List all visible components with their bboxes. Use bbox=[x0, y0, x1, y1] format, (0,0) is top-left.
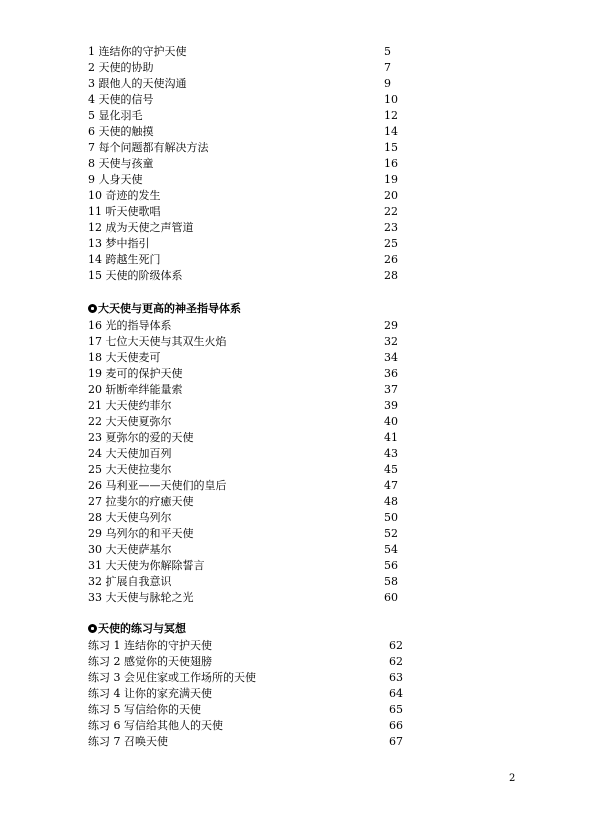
toc-entry-page: 52 bbox=[384, 527, 398, 540]
toc-entry-page: 43 bbox=[384, 447, 398, 460]
toc-entry-title: 27 拉斐尔的疗癒天使 bbox=[88, 495, 194, 508]
toc-entry-title: 练习 3 会见住家或工作场所的天使 bbox=[88, 671, 256, 684]
toc-entry-page: 41 bbox=[384, 431, 398, 444]
toc-entry-title: 17 七位大天使与其双生火焰 bbox=[88, 335, 227, 348]
toc-entry-page: 58 bbox=[384, 575, 398, 588]
toc-entry-page: 66 bbox=[389, 719, 403, 732]
toc-entry-title: 练习 4 让你的家充满天使 bbox=[88, 687, 212, 700]
toc-entry-title: 16 光的指导体系 bbox=[88, 319, 172, 332]
toc-entry-title: 18 大天使麦可 bbox=[88, 351, 161, 364]
toc-entry-title: 9 人身天使 bbox=[88, 173, 143, 186]
toc-entry-title: 12 成为天使之声管道 bbox=[88, 221, 194, 234]
toc-entry-title: 13 梦中指引 bbox=[88, 237, 150, 250]
toc-entry-page: 37 bbox=[384, 383, 398, 396]
toc-entry-title: 4 天使的信号 bbox=[88, 93, 154, 106]
toc-entry-page: 9 bbox=[384, 77, 391, 90]
toc-entry-title: 28 大天使乌列尔 bbox=[88, 511, 172, 524]
toc-entry-page: 22 bbox=[384, 205, 398, 218]
toc-entry-page: 14 bbox=[384, 125, 398, 138]
toc-entry-title: 31 大天使为你解除誓言 bbox=[88, 559, 205, 572]
toc-entry-title: 32 扩展自我意识 bbox=[88, 575, 172, 588]
toc-entry-page: 26 bbox=[384, 253, 398, 266]
toc-entry-title: 练习 2 感觉你的天使翅膀 bbox=[88, 655, 212, 668]
toc-entry-page: 65 bbox=[389, 703, 403, 716]
toc-entry-title: 23 夏弥尔的爱的天使 bbox=[88, 431, 194, 444]
toc-entry-page: 36 bbox=[384, 367, 398, 380]
toc-entry-page: 40 bbox=[384, 415, 398, 428]
section-heading-exercises bbox=[88, 621, 186, 637]
page-number: 2 bbox=[509, 773, 516, 784]
toc-entry-title: 20 斩断牵绊能量索 bbox=[88, 383, 183, 396]
toc-entry-page: 67 bbox=[389, 735, 403, 748]
toc-entry-page: 64 bbox=[389, 687, 403, 700]
toc-entry-page: 10 bbox=[384, 93, 398, 106]
toc-entry-title: 22 大天使夏弥尔 bbox=[88, 415, 172, 428]
toc-entry-title: 11 听天使歌唱 bbox=[88, 205, 161, 218]
toc-entry-title: 2 天使的协助 bbox=[88, 61, 154, 74]
toc-entry-page: 45 bbox=[384, 463, 398, 476]
toc-entry-title: 25 大天使拉斐尔 bbox=[88, 463, 172, 476]
toc-entry-title: 6 天使的触摸 bbox=[88, 125, 154, 138]
toc-entry-page: 23 bbox=[384, 221, 398, 234]
circle-bullet-icon bbox=[88, 304, 97, 313]
toc-entry-page: 47 bbox=[384, 479, 398, 492]
toc-entry-title: 7 每个问题都有解决方法 bbox=[88, 141, 209, 154]
toc-entry-page: 5 bbox=[384, 45, 391, 58]
toc-entry-page: 32 bbox=[384, 335, 398, 348]
toc-entry-title: 5 显化羽毛 bbox=[88, 109, 143, 122]
toc-entry-page: 19 bbox=[384, 173, 398, 186]
toc-entry-page: 12 bbox=[384, 109, 398, 122]
toc-entry-page: 20 bbox=[384, 189, 398, 202]
toc-entry-title: 26 马利亚——天使们的皇后 bbox=[88, 479, 227, 492]
toc-entry-title: 练习 7 召唤天使 bbox=[88, 735, 168, 748]
section-heading-archangels bbox=[88, 301, 241, 317]
toc-entry-page: 28 bbox=[384, 269, 398, 282]
toc-entry-page: 25 bbox=[384, 237, 398, 250]
toc-entry-title: 21 大天使约菲尔 bbox=[88, 399, 172, 412]
toc-entry-title: 15 天使的阶级体系 bbox=[88, 269, 183, 282]
toc-entry-page: 62 bbox=[389, 655, 403, 668]
toc-entry-page: 48 bbox=[384, 495, 398, 508]
toc-entry-page: 54 bbox=[384, 543, 398, 556]
toc-entry-title: 1 连结你的守护天使 bbox=[88, 45, 187, 58]
section-heading-text: 大天使与更高的神圣指导体系 bbox=[98, 302, 241, 315]
toc-entry-page: 50 bbox=[384, 511, 398, 524]
toc-entry-title: 30 大天使萨基尔 bbox=[88, 543, 172, 556]
toc-entry-page: 39 bbox=[384, 399, 398, 412]
toc-entry-page: 16 bbox=[384, 157, 398, 170]
toc-entry-page: 62 bbox=[389, 639, 403, 652]
toc-entry-page: 29 bbox=[384, 319, 398, 332]
toc-entry-title: 练习 6 写信给其他人的天使 bbox=[88, 719, 223, 732]
toc-entry-page: 15 bbox=[384, 141, 398, 154]
toc-entry-page: 56 bbox=[384, 559, 398, 572]
circle-bullet-icon bbox=[88, 624, 97, 633]
section-heading-text: 天使的练习与冥想 bbox=[98, 622, 186, 635]
toc-entry-title: 3 跟他人的天使沟通 bbox=[88, 77, 187, 90]
toc-entry-page: 7 bbox=[384, 61, 391, 74]
toc-entry-title: 33 大天使与脉轮之光 bbox=[88, 591, 194, 604]
toc-entry-page: 34 bbox=[384, 351, 398, 364]
toc-entry-title: 练习 1 连结你的守护天使 bbox=[88, 639, 212, 652]
toc-entry-title: 29 乌列尔的和平天使 bbox=[88, 527, 194, 540]
toc-entry-title: 19 麦可的保护天使 bbox=[88, 367, 183, 380]
toc-entry-title: 24 大天使加百列 bbox=[88, 447, 172, 460]
toc-entry-page: 60 bbox=[384, 591, 398, 604]
toc-entry-page: 63 bbox=[389, 671, 403, 684]
toc-entry-title: 8 天使与孩童 bbox=[88, 157, 154, 170]
toc-entry-title: 练习 5 写信给你的天使 bbox=[88, 703, 201, 716]
toc-entry-title: 14 跨越生死门 bbox=[88, 253, 161, 266]
toc-entry-title: 10 奇迹的发生 bbox=[88, 189, 161, 202]
